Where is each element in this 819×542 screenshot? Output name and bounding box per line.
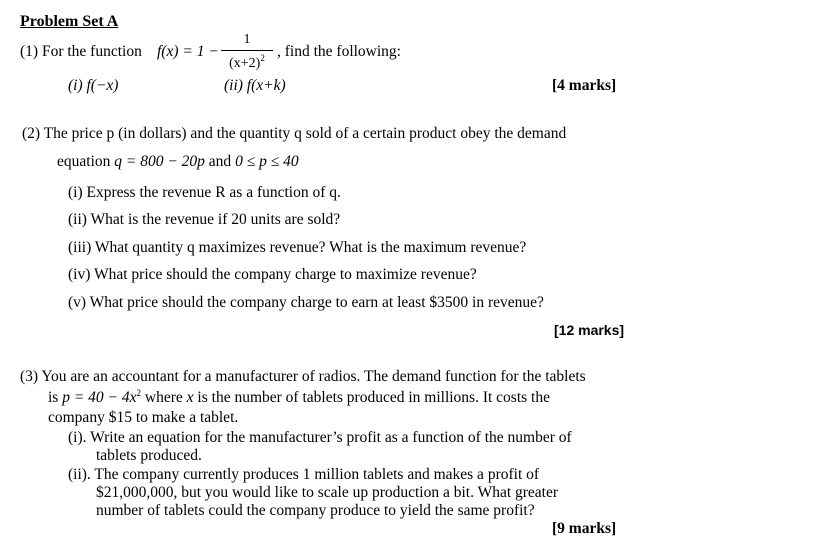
q2-marks: [12 marks] <box>554 322 625 338</box>
q3-part-ii-line3: number of tablets could the company produce to yield the same profit? <box>96 502 535 519</box>
q1-suffix: , find the following: <box>277 43 401 60</box>
q3-part-ii-line1: (ii). The company currently produces 1 million tablets and makes a profit of <box>68 466 540 483</box>
q3-part-i-line2: tablets produced. <box>96 447 202 464</box>
q3-line3: company $15 to make a tablet. <box>48 409 239 426</box>
q3-part-i-line1: (i). Write an equation for the manufacturer’s profit as a function of the number of <box>68 429 572 446</box>
q2-part-ii: (ii) What is the revenue if 20 units are sold? <box>68 211 341 228</box>
q3-marks: [9 marks] <box>552 520 617 537</box>
q3-demand-function: p = 40 − 4x <box>62 389 137 406</box>
q2-line1: (2) The price p (in dollars) and the quantity q sold of a certain product obey the demand <box>22 125 567 142</box>
q3-line2: is $p = 40 - 4x^2$ where x is the number of tablets produced in millions. It costs the <box>48 388 550 406</box>
q1-fraction-numerator: 1 <box>243 32 251 47</box>
q2-part-iii: (iii) What quantity q maximizes revenue? What is the maximum revenue? <box>68 239 527 256</box>
q2-part-i: (i) Express the revenue R as a function of q. <box>68 184 341 201</box>
q1-fraction <box>221 33 273 71</box>
q1-marks: [4 marks] <box>552 77 617 94</box>
q2-constraint: 0 ≤ p ≤ 40 <box>235 153 299 170</box>
q3-part-ii-line2: $21,000,000, but you would like to scale up production a bit. What greater <box>96 484 559 501</box>
q1-part-ii: (ii) f(x+k) <box>224 77 286 94</box>
problem-set-title: Problem Set A <box>20 13 119 30</box>
q2-part-v: (v) What price should the company charge to earn at least $3500 in revenue? <box>68 294 544 311</box>
q1-fraction-denominator: $(x+2)^2$ <box>229 53 265 71</box>
q3-line1: (3) You are an accountant for a manufacturer of radios. The demand function for the tablets <box>20 368 586 385</box>
q1-prefix: (1) For the function <box>20 43 142 60</box>
q1-function-lhs: f(x) = 1 − <box>157 43 219 60</box>
q2-part-iv: (iv) What price should the company charge to maximize revenue? <box>68 266 477 283</box>
q2-demand-equation: q = 800 − 20p <box>114 153 205 170</box>
q2-line2: equation q = 800 − 20p and 0 ≤ p ≤ 40 <box>57 153 299 170</box>
q1-part-i: (i) f(−x) <box>68 77 119 94</box>
